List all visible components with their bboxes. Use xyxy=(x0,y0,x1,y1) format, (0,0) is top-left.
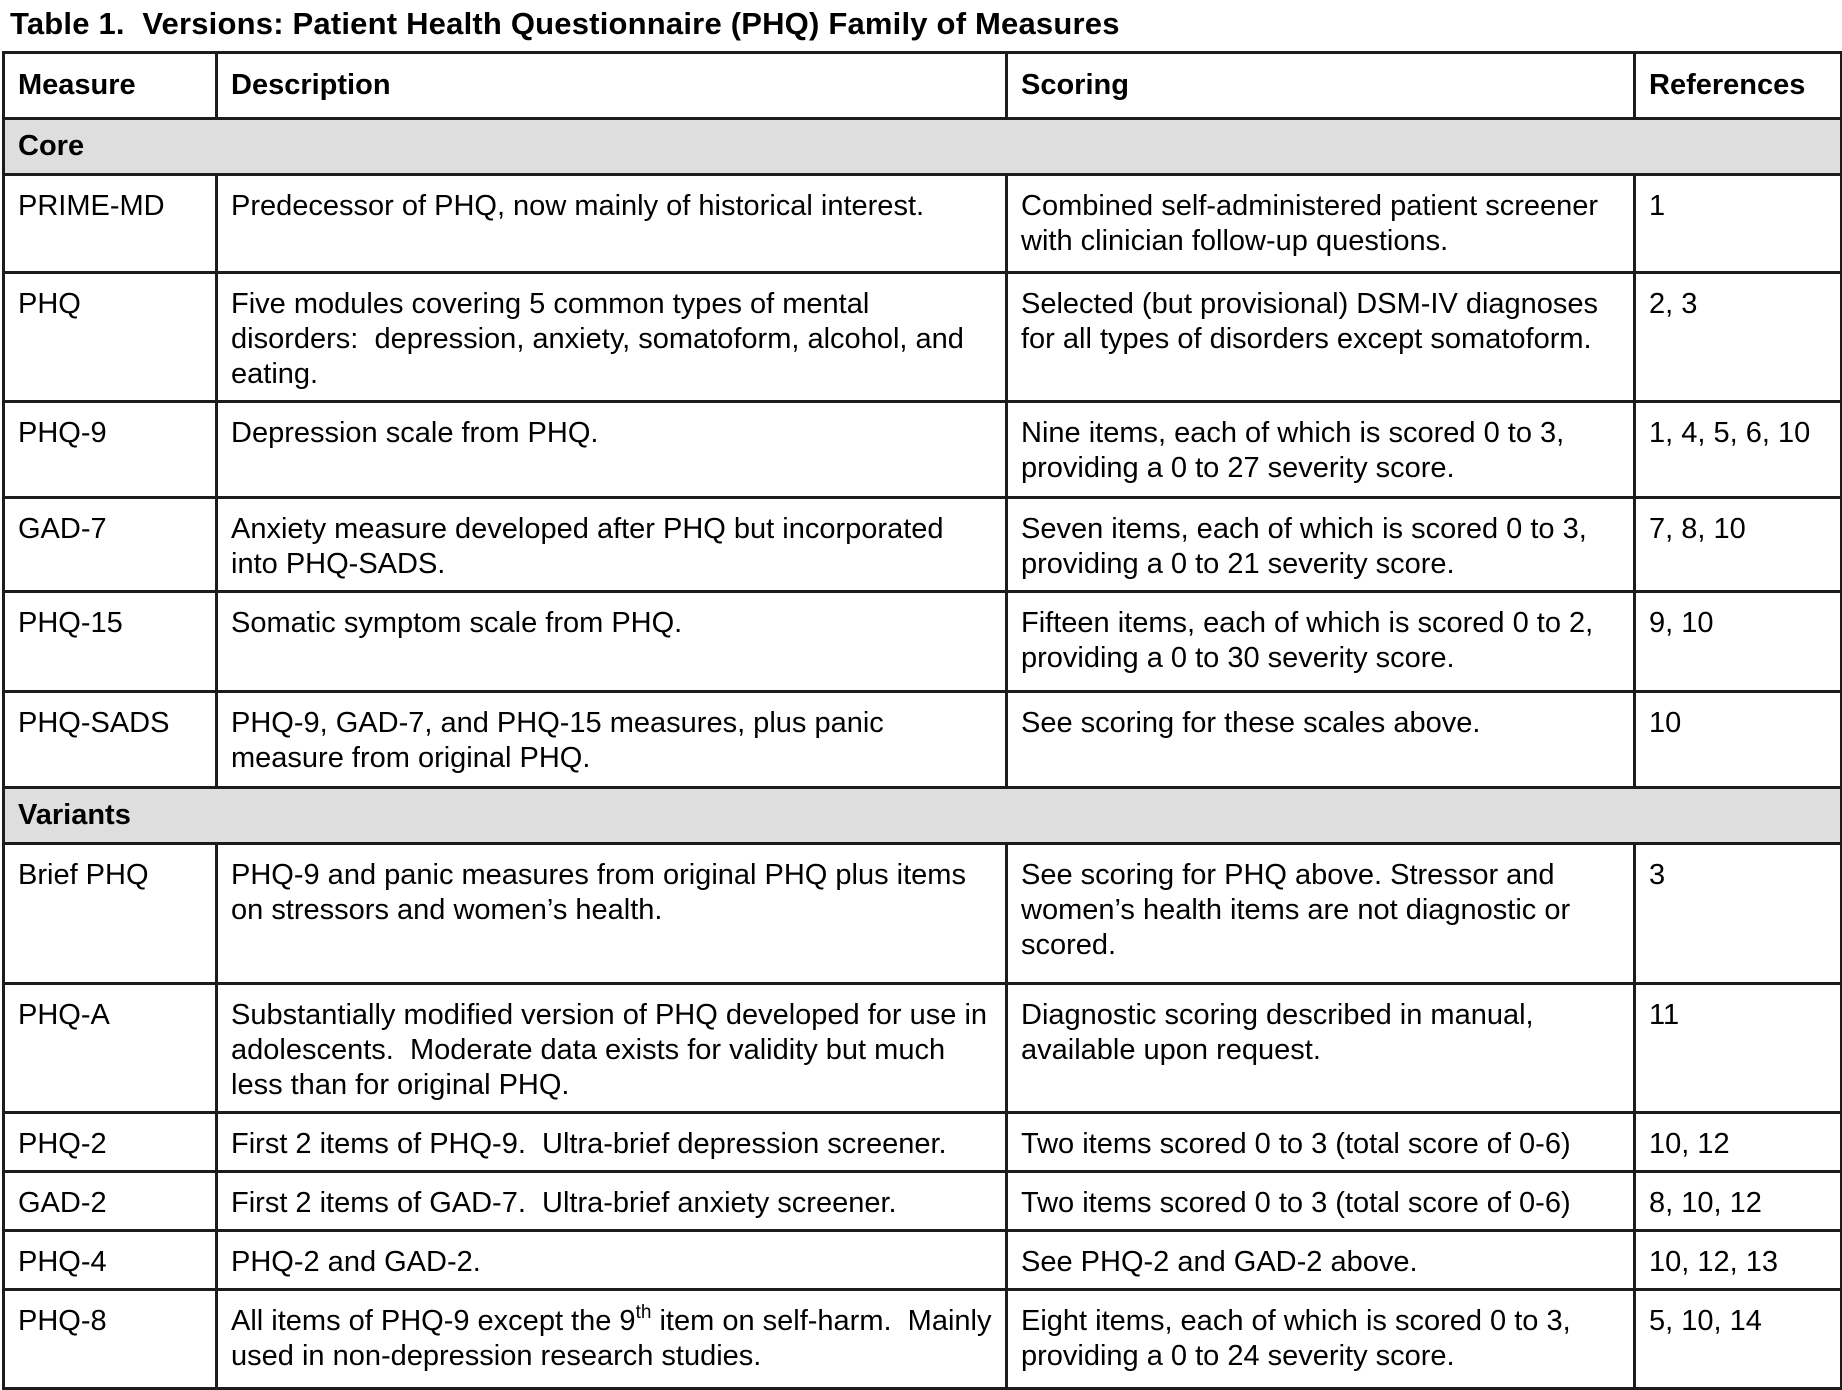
table-row-gad-2 xyxy=(4,1172,1842,1231)
references-cell: 9, 10 xyxy=(1635,592,1842,692)
references-cell: 2, 3 xyxy=(1635,273,1842,402)
references-cell: 11 xyxy=(1635,984,1842,1113)
description-cell: PHQ-9 and panic measures from original PHQ plus items on stressors and women’s health. xyxy=(217,844,1007,984)
description-cell: First 2 items of GAD-7. Ultra-brief anxiety screener. xyxy=(217,1172,1007,1231)
section-label-core: Core xyxy=(4,119,1842,175)
references-cell: 1, 4, 5, 6, 10 xyxy=(1635,402,1842,498)
measure-cell: PHQ-SADS xyxy=(4,692,217,788)
measure-cell: PHQ-2 xyxy=(4,1113,217,1172)
col-header-scoring: Scoring xyxy=(1007,53,1635,119)
col-header-measure: Measure xyxy=(4,53,217,119)
scoring-cell: Two items scored 0 to 3 (total score of 0-6) xyxy=(1007,1113,1635,1172)
table-row-phq-15 xyxy=(4,592,1842,692)
measure-cell: Brief PHQ xyxy=(4,844,217,984)
references-cell: 8, 10, 12 xyxy=(1635,1172,1842,1231)
scoring-cell: Nine items, each of which is scored 0 to 3, providing a 0 to 27 severity score. xyxy=(1007,402,1635,498)
description-cell: First 2 items of PHQ-9. Ultra-brief depression screener. xyxy=(217,1113,1007,1172)
scoring-cell: See scoring for PHQ above. Stressor and women’s health items are not diagnostic or scored. xyxy=(1007,844,1635,984)
scoring-cell: Two items scored 0 to 3 (total score of 0-6) xyxy=(1007,1172,1635,1231)
description-text-post: item on self-harm. Mainly used in non-depression research studies. xyxy=(231,1305,1000,1372)
description-cell: Five modules covering 5 common types of mental disorders: depression, anxiety, somatoform, alcohol, and eating. xyxy=(217,273,1007,402)
phq-measures-table xyxy=(2,51,1842,1390)
table-row-phq xyxy=(4,273,1842,402)
references-cell: 10, 12 xyxy=(1635,1113,1842,1172)
col-header-references: References xyxy=(1635,53,1842,119)
references-cell: 10 xyxy=(1635,692,1842,788)
measure-cell: PRIME-MD xyxy=(4,175,217,273)
table-row-phq-4 xyxy=(4,1231,1842,1290)
description-cell: Somatic symptom scale from PHQ. xyxy=(217,592,1007,692)
table-row-phq-a xyxy=(4,984,1842,1113)
description-cell: PHQ-9, GAD-7, and PHQ-15 measures, plus panic measure from original PHQ. xyxy=(217,692,1007,788)
section-label-variants: Variants xyxy=(4,788,1842,844)
description-cell: PHQ-2 and GAD-2. xyxy=(217,1231,1007,1290)
section-header-variants xyxy=(4,788,1842,844)
measure-cell: PHQ xyxy=(4,273,217,402)
references-cell: 7, 8, 10 xyxy=(1635,498,1842,592)
scoring-cell: Selected (but provisional) DSM-IV diagnoses for all types of disorders except somatoform. xyxy=(1007,273,1635,402)
measure-cell: GAD-2 xyxy=(4,1172,217,1231)
measure-cell: PHQ-4 xyxy=(4,1231,217,1290)
table-row-phq-sads xyxy=(4,692,1842,788)
description-cell xyxy=(217,1290,1007,1389)
table-row-gad-7 xyxy=(4,498,1842,592)
table-row-prime-md xyxy=(4,175,1842,273)
references-cell: 3 xyxy=(1635,844,1842,984)
measure-cell: PHQ-9 xyxy=(4,402,217,498)
description-cell: Predecessor of PHQ, now mainly of historical interest. xyxy=(217,175,1007,273)
description-cell: Substantially modified version of PHQ developed for use in adolescents. Moderate data exists for validity but much less than for original PHQ. xyxy=(217,984,1007,1113)
scoring-cell: Diagnostic scoring described in manual, available upon request. xyxy=(1007,984,1635,1113)
col-header-description: Description xyxy=(217,53,1007,119)
measure-cell: GAD-7 xyxy=(4,498,217,592)
description-text-pre: All items of PHQ-9 except the 9 xyxy=(231,1305,636,1337)
scoring-cell: Fifteen items, each of which is scored 0 to 2, providing a 0 to 30 severity score. xyxy=(1007,592,1635,692)
measure-cell: PHQ-15 xyxy=(4,592,217,692)
table-row-phq-9 xyxy=(4,402,1842,498)
table-row-brief-phq xyxy=(4,844,1842,984)
table-row-phq-8 xyxy=(4,1290,1842,1389)
table-row-phq-2 xyxy=(4,1113,1842,1172)
section-header-core xyxy=(4,119,1842,175)
measure-cell: PHQ-8 xyxy=(4,1290,217,1389)
scoring-cell: See scoring for these scales above. xyxy=(1007,692,1635,788)
scoring-cell: Seven items, each of which is scored 0 to 3, providing a 0 to 21 severity score. xyxy=(1007,498,1635,592)
description-cell: Anxiety measure developed after PHQ but incorporated into PHQ-SADS. xyxy=(217,498,1007,592)
references-cell: 5, 10, 14 xyxy=(1635,1290,1842,1389)
ordinal-superscript: th xyxy=(635,1302,652,1323)
references-cell: 10, 12, 13 xyxy=(1635,1231,1842,1290)
scoring-cell: See PHQ-2 and GAD-2 above. xyxy=(1007,1231,1635,1290)
scoring-cell: Eight items, each of which is scored 0 to 3, providing a 0 to 24 severity score. xyxy=(1007,1290,1635,1389)
measure-cell: PHQ-A xyxy=(4,984,217,1113)
header-row xyxy=(4,53,1842,119)
references-cell: 1 xyxy=(1635,175,1842,273)
scoring-cell: Combined self-administered patient screener with clinician follow-up questions. xyxy=(1007,175,1635,273)
table-title: Table 1. Versions: Patient Health Questionnaire (PHQ) Family of Measures xyxy=(10,6,1120,41)
description-cell: Depression scale from PHQ. xyxy=(217,402,1007,498)
